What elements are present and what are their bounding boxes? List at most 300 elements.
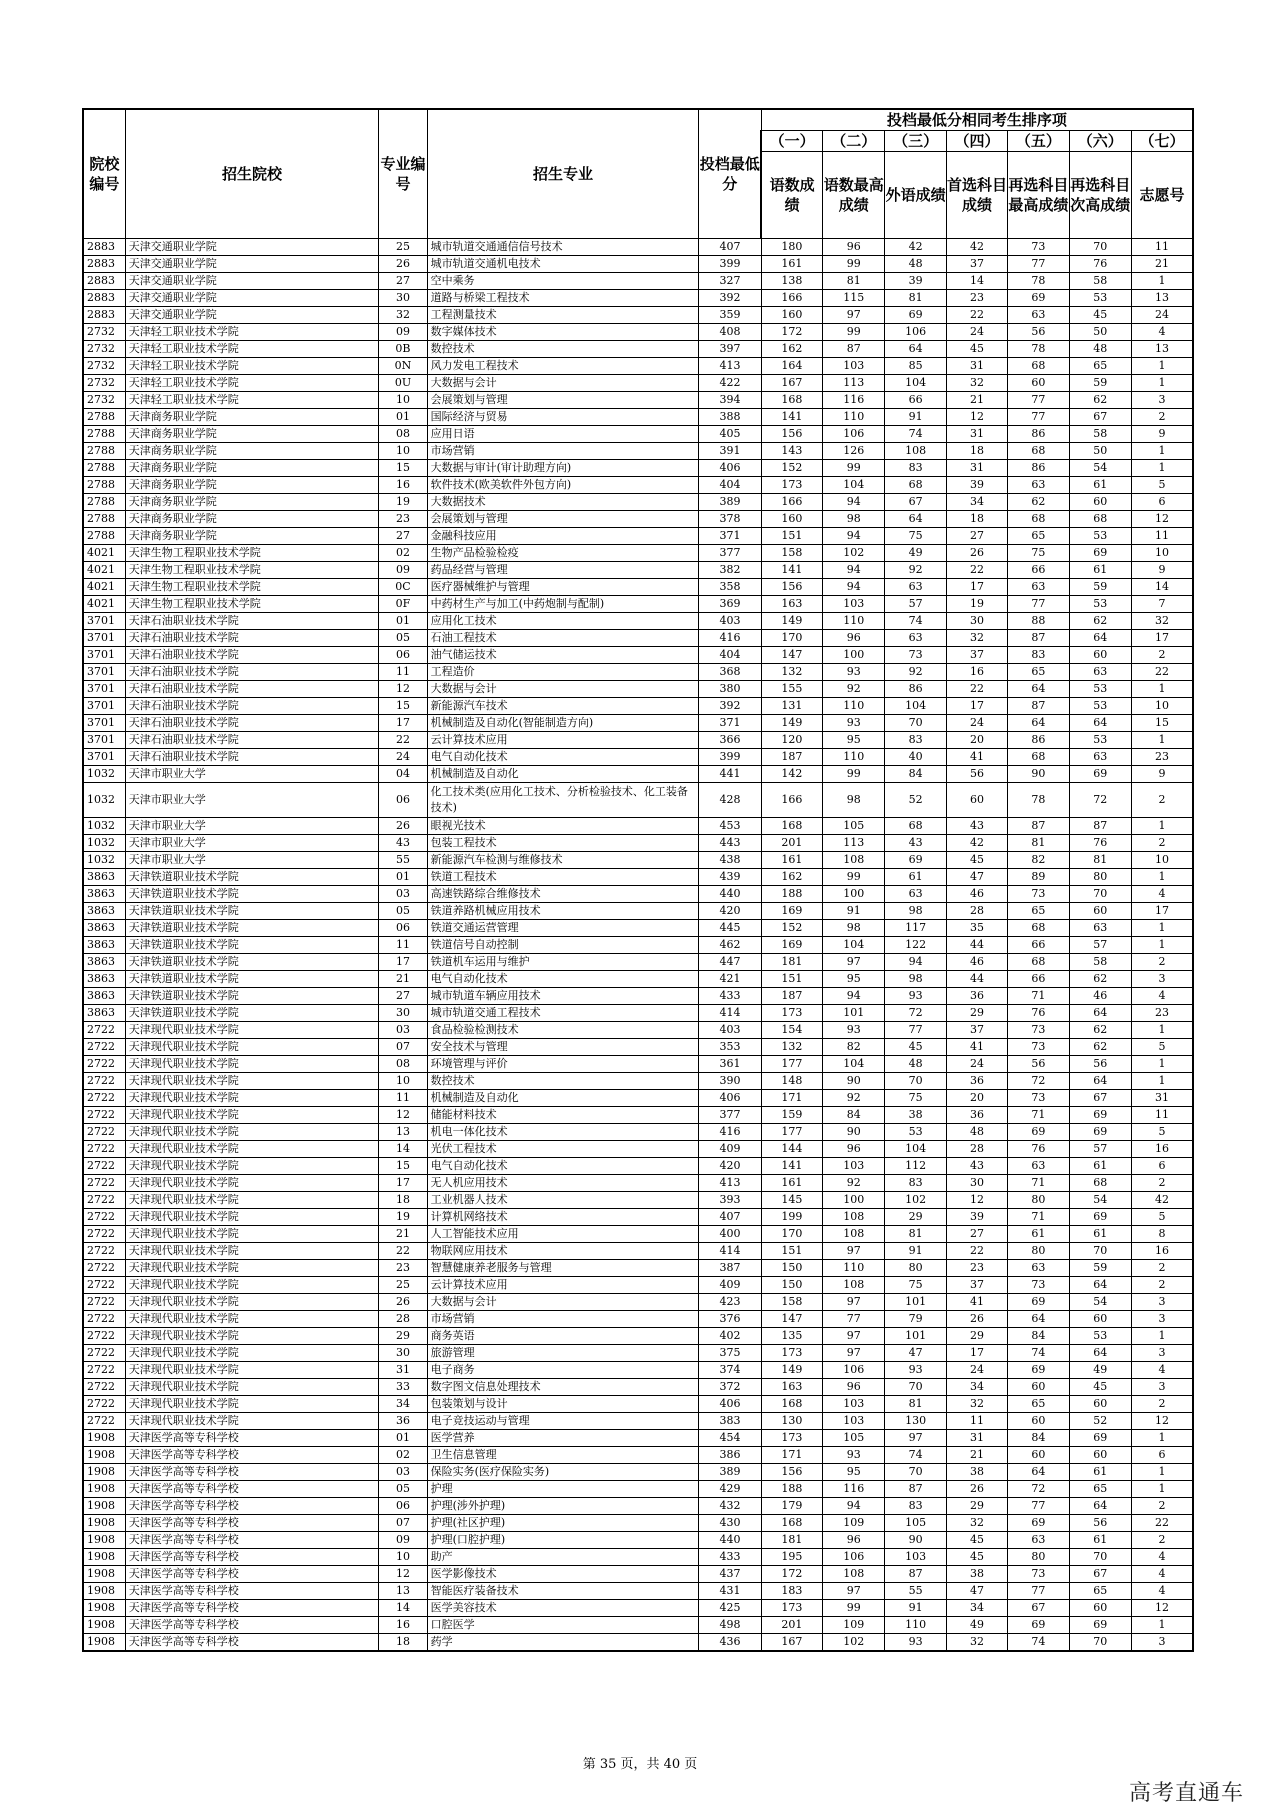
major-name-cell: 计算机网络技术: [427, 1209, 699, 1226]
elective-second-cell: 87: [1069, 818, 1131, 835]
major-name-cell: 智能医疗装备技术: [427, 1583, 699, 1600]
elective-second-cell: 69: [1069, 1209, 1131, 1226]
elective-max-cell: 83: [1008, 647, 1069, 664]
major-name-cell: 大数据技术: [427, 494, 699, 511]
school-name-cell: 天津交通职业学院: [125, 290, 379, 307]
elective-second-cell: 69: [1069, 766, 1131, 783]
first-subject-cell: 22: [946, 307, 1007, 324]
school-code-cell: 2722: [83, 1413, 125, 1430]
elective-second-cell: 50: [1069, 443, 1131, 460]
school-code-cell: 1908: [83, 1447, 125, 1464]
first-subject-cell: 45: [946, 1532, 1007, 1549]
first-subject-cell: 26: [946, 1481, 1007, 1498]
min-score-cell: 400: [699, 1226, 761, 1243]
preference-no-cell: 2: [1131, 783, 1193, 818]
major-code-cell: 23: [379, 1260, 427, 1277]
header-major: 招生专业: [427, 109, 699, 239]
header-sub-label: 外语成绩: [885, 152, 946, 239]
major-name-cell: 医学影像技术: [427, 1566, 699, 1583]
min-score-cell: 440: [699, 886, 761, 903]
chinese-math-max-cell: 113: [823, 835, 885, 852]
school-name-cell: 天津医学高等专科学校: [125, 1583, 379, 1600]
min-score-cell: 369: [699, 596, 761, 613]
chinese-math-cell: 179: [761, 1498, 822, 1515]
elective-second-cell: 58: [1069, 426, 1131, 443]
min-score-cell: 408: [699, 324, 761, 341]
min-score-cell: 440: [699, 1532, 761, 1549]
min-score-cell: 403: [699, 613, 761, 630]
school-name-cell: 天津现代职业技术学院: [125, 1362, 379, 1379]
foreign-lang-cell: 122: [885, 937, 946, 954]
foreign-lang-cell: 94: [885, 954, 946, 971]
preference-no-cell: 1: [1131, 1328, 1193, 1345]
elective-max-cell: 68: [1008, 358, 1069, 375]
chinese-math-cell: 173: [761, 1600, 822, 1617]
first-subject-cell: 24: [946, 1362, 1007, 1379]
school-code-cell: 2788: [83, 460, 125, 477]
major-name-cell: 新能源汽车检测与维修技术: [427, 852, 699, 869]
major-name-cell: 机电一体化技术: [427, 1124, 699, 1141]
min-score-cell: 414: [699, 1243, 761, 1260]
first-subject-cell: 45: [946, 852, 1007, 869]
table-row: [83, 869, 1193, 886]
foreign-lang-cell: 86: [885, 681, 946, 698]
table-row: [83, 596, 1193, 613]
first-subject-cell: 28: [946, 903, 1007, 920]
foreign-lang-cell: 75: [885, 1277, 946, 1294]
school-code-cell: 1032: [83, 835, 125, 852]
school-name-cell: 天津轻工职业技术学院: [125, 358, 379, 375]
preference-no-cell: 4: [1131, 1583, 1193, 1600]
major-code-cell: 18: [379, 1192, 427, 1209]
major-name-cell: 生物产品检验检疫: [427, 545, 699, 562]
preference-no-cell: 3: [1131, 971, 1193, 988]
preference-no-cell: 2: [1131, 1277, 1193, 1294]
school-name-cell: 天津医学高等专科学校: [125, 1498, 379, 1515]
major-code-cell: 03: [379, 1022, 427, 1039]
foreign-lang-cell: 74: [885, 613, 946, 630]
first-subject-cell: 24: [946, 715, 1007, 732]
table-row: [83, 290, 1193, 307]
major-name-cell: 食品检验检测技术: [427, 1022, 699, 1039]
school-name-cell: 天津现代职业技术学院: [125, 1158, 379, 1175]
table-row: [83, 545, 1193, 562]
school-code-cell: 2788: [83, 528, 125, 545]
table-row: [83, 1073, 1193, 1090]
foreign-lang-cell: 75: [885, 1090, 946, 1107]
preference-no-cell: 23: [1131, 749, 1193, 766]
major-code-cell: 19: [379, 1209, 427, 1226]
min-score-cell: 371: [699, 528, 761, 545]
foreign-lang-cell: 45: [885, 1039, 946, 1056]
elective-max-cell: 56: [1008, 1056, 1069, 1073]
elective-second-cell: 62: [1069, 1022, 1131, 1039]
chinese-math-max-cell: 94: [823, 528, 885, 545]
table-row: [83, 1600, 1193, 1617]
foreign-lang-cell: 103: [885, 1549, 946, 1566]
major-code-cell: 08: [379, 426, 427, 443]
school-code-cell: 1908: [83, 1549, 125, 1566]
elective-second-cell: 81: [1069, 852, 1131, 869]
min-score-cell: 439: [699, 869, 761, 886]
chinese-math-max-cell: 93: [823, 715, 885, 732]
foreign-lang-cell: 97: [885, 1430, 946, 1447]
foreign-lang-cell: 81: [885, 1396, 946, 1413]
school-code-cell: 1908: [83, 1481, 125, 1498]
min-score-cell: 392: [699, 290, 761, 307]
chinese-math-cell: 169: [761, 903, 822, 920]
chinese-math-cell: 173: [761, 477, 822, 494]
min-score-cell: 445: [699, 920, 761, 937]
elective-second-cell: 61: [1069, 1532, 1131, 1549]
min-score-cell: 382: [699, 562, 761, 579]
preference-no-cell: 15: [1131, 715, 1193, 732]
chinese-math-max-cell: 103: [823, 596, 885, 613]
chinese-math-cell: 187: [761, 988, 822, 1005]
foreign-lang-cell: 87: [885, 1481, 946, 1498]
foreign-lang-cell: 38: [885, 1107, 946, 1124]
elective-max-cell: 64: [1008, 715, 1069, 732]
foreign-lang-cell: 112: [885, 1158, 946, 1175]
elective-max-cell: 65: [1008, 664, 1069, 681]
foreign-lang-cell: 80: [885, 1260, 946, 1277]
major-code-cell: 07: [379, 1039, 427, 1056]
table-row: [83, 1634, 1193, 1652]
first-subject-cell: 42: [946, 239, 1007, 256]
foreign-lang-cell: 63: [885, 579, 946, 596]
elective-second-cell: 58: [1069, 954, 1131, 971]
school-name-cell: 天津石油职业技术学院: [125, 613, 379, 630]
chinese-math-max-cell: 109: [823, 1617, 885, 1634]
major-code-cell: 02: [379, 1447, 427, 1464]
elective-max-cell: 64: [1008, 681, 1069, 698]
first-subject-cell: 22: [946, 681, 1007, 698]
major-name-cell: 中药材生产与加工(中药炮制与配制): [427, 596, 699, 613]
school-code-cell: 2722: [83, 1056, 125, 1073]
school-name-cell: 天津市职业大学: [125, 818, 379, 835]
major-code-cell: 14: [379, 1141, 427, 1158]
major-name-cell: 智慧健康养老服务与管理: [427, 1260, 699, 1277]
school-code-cell: 2788: [83, 443, 125, 460]
preference-no-cell: 11: [1131, 239, 1193, 256]
school-name-cell: 天津市职业大学: [125, 852, 379, 869]
school-code-cell: 2722: [83, 1175, 125, 1192]
school-code-cell: 2732: [83, 341, 125, 358]
admission-table: [82, 108, 1194, 1652]
major-code-cell: 09: [379, 1532, 427, 1549]
preference-no-cell: 5: [1131, 477, 1193, 494]
major-code-cell: 21: [379, 971, 427, 988]
elective-second-cell: 69: [1069, 1107, 1131, 1124]
school-code-cell: 2883: [83, 273, 125, 290]
foreign-lang-cell: 70: [885, 715, 946, 732]
foreign-lang-cell: 77: [885, 1022, 946, 1039]
school-name-cell: 天津石油职业技术学院: [125, 681, 379, 698]
elective-max-cell: 77: [1008, 392, 1069, 409]
table-row: [83, 409, 1193, 426]
preference-no-cell: 1: [1131, 818, 1193, 835]
min-score-cell: 371: [699, 715, 761, 732]
min-score-cell: 387: [699, 1260, 761, 1277]
foreign-lang-cell: 49: [885, 545, 946, 562]
min-score-cell: 402: [699, 1328, 761, 1345]
major-code-cell: 43: [379, 835, 427, 852]
chinese-math-cell: 156: [761, 579, 822, 596]
chinese-math-max-cell: 99: [823, 460, 885, 477]
elective-max-cell: 78: [1008, 341, 1069, 358]
elective-max-cell: 72: [1008, 1073, 1069, 1090]
chinese-math-cell: 158: [761, 545, 822, 562]
chinese-math-cell: 159: [761, 1107, 822, 1124]
school-code-cell: 2722: [83, 1345, 125, 1362]
school-name-cell: 天津医学高等专科学校: [125, 1464, 379, 1481]
table-row: [83, 937, 1193, 954]
chinese-math-max-cell: 95: [823, 971, 885, 988]
elective-max-cell: 74: [1008, 1634, 1069, 1652]
first-subject-cell: 28: [946, 1141, 1007, 1158]
elective-second-cell: 60: [1069, 903, 1131, 920]
foreign-lang-cell: 90: [885, 1532, 946, 1549]
chinese-math-cell: 150: [761, 1277, 822, 1294]
first-subject-cell: 31: [946, 358, 1007, 375]
elective-second-cell: 53: [1069, 1328, 1131, 1345]
min-score-cell: 428: [699, 783, 761, 818]
major-name-cell: 国际经济与贸易: [427, 409, 699, 426]
table-row: [83, 1277, 1193, 1294]
table-row: [83, 1243, 1193, 1260]
first-subject-cell: 42: [946, 835, 1007, 852]
school-code-cell: 2788: [83, 477, 125, 494]
major-name-cell: 电气自动化技术: [427, 749, 699, 766]
watermark: 高考直通车: [1128, 1781, 1244, 1806]
table-row: [83, 1379, 1193, 1396]
chinese-math-max-cell: 91: [823, 903, 885, 920]
major-code-cell: 01: [379, 869, 427, 886]
foreign-lang-cell: 91: [885, 1243, 946, 1260]
foreign-lang-cell: 63: [885, 630, 946, 647]
min-score-cell: 377: [699, 1107, 761, 1124]
table-row: [83, 375, 1193, 392]
chinese-math-cell: 199: [761, 1209, 822, 1226]
foreign-lang-cell: 84: [885, 766, 946, 783]
major-name-cell: 储能材料技术: [427, 1107, 699, 1124]
min-score-cell: 425: [699, 1600, 761, 1617]
major-name-cell: 大数据与会计: [427, 375, 699, 392]
preference-no-cell: 2: [1131, 1175, 1193, 1192]
chinese-math-max-cell: 92: [823, 1090, 885, 1107]
major-name-cell: 高速铁路综合维修技术: [427, 886, 699, 903]
elective-max-cell: 71: [1008, 988, 1069, 1005]
first-subject-cell: 39: [946, 477, 1007, 494]
foreign-lang-cell: 81: [885, 290, 946, 307]
elective-max-cell: 78: [1008, 273, 1069, 290]
min-score-cell: 404: [699, 477, 761, 494]
foreign-lang-cell: 73: [885, 647, 946, 664]
major-name-cell: 医学美容技术: [427, 1600, 699, 1617]
elective-second-cell: 64: [1069, 1345, 1131, 1362]
first-subject-cell: 49: [946, 1617, 1007, 1634]
first-subject-cell: 27: [946, 1226, 1007, 1243]
table-row: [83, 1294, 1193, 1311]
min-score-cell: 393: [699, 1192, 761, 1209]
first-subject-cell: 18: [946, 511, 1007, 528]
major-name-cell: 电子竞技运动与管理: [427, 1413, 699, 1430]
elective-max-cell: 87: [1008, 630, 1069, 647]
elective-max-cell: 63: [1008, 1158, 1069, 1175]
major-code-cell: 07: [379, 1515, 427, 1532]
school-code-cell: 3701: [83, 698, 125, 715]
min-score-cell: 366: [699, 732, 761, 749]
min-score-cell: 394: [699, 392, 761, 409]
major-code-cell: 08: [379, 1056, 427, 1073]
first-subject-cell: 23: [946, 1260, 1007, 1277]
table-row: [83, 1413, 1193, 1430]
elective-max-cell: 68: [1008, 954, 1069, 971]
first-subject-cell: 11: [946, 1413, 1007, 1430]
school-name-cell: 天津交通职业学院: [125, 256, 379, 273]
preference-no-cell: 4: [1131, 988, 1193, 1005]
school-name-cell: 天津现代职业技术学院: [125, 1022, 379, 1039]
first-subject-cell: 37: [946, 1277, 1007, 1294]
major-code-cell: 26: [379, 256, 427, 273]
chinese-math-cell: 164: [761, 358, 822, 375]
min-score-cell: 399: [699, 749, 761, 766]
elective-second-cell: 64: [1069, 1073, 1131, 1090]
chinese-math-max-cell: 96: [823, 1532, 885, 1549]
elective-max-cell: 63: [1008, 307, 1069, 324]
school-name-cell: 天津现代职业技术学院: [125, 1396, 379, 1413]
school-name-cell: 天津医学高等专科学校: [125, 1617, 379, 1634]
table-row: [83, 1192, 1193, 1209]
chinese-math-cell: 162: [761, 341, 822, 358]
school-code-cell: 4021: [83, 545, 125, 562]
table-row: [83, 903, 1193, 920]
preference-no-cell: 2: [1131, 409, 1193, 426]
first-subject-cell: 47: [946, 869, 1007, 886]
min-score-cell: 436: [699, 1634, 761, 1652]
major-name-cell: 软件技术(欧美软件外包方向): [427, 477, 699, 494]
min-score-cell: 407: [699, 239, 761, 256]
elective-max-cell: 71: [1008, 1107, 1069, 1124]
chinese-math-cell: 167: [761, 375, 822, 392]
min-score-cell: 441: [699, 766, 761, 783]
foreign-lang-cell: 79: [885, 1311, 946, 1328]
min-score-cell: 407: [699, 1209, 761, 1226]
elective-max-cell: 81: [1008, 835, 1069, 852]
min-score-cell: 376: [699, 1311, 761, 1328]
chinese-math-max-cell: 84: [823, 1107, 885, 1124]
school-name-cell: 天津铁道职业技术学院: [125, 937, 379, 954]
min-score-cell: 361: [699, 1056, 761, 1073]
chinese-math-cell: 145: [761, 1192, 822, 1209]
header-school: 招生院校: [125, 109, 379, 239]
elective-max-cell: 64: [1008, 1311, 1069, 1328]
major-name-cell: 数控技术: [427, 1073, 699, 1090]
elective-max-cell: 86: [1008, 426, 1069, 443]
chinese-math-max-cell: 96: [823, 239, 885, 256]
min-score-cell: 397: [699, 341, 761, 358]
major-code-cell: 10: [379, 443, 427, 460]
school-code-cell: 1908: [83, 1634, 125, 1652]
foreign-lang-cell: 87: [885, 1566, 946, 1583]
first-subject-cell: 37: [946, 1022, 1007, 1039]
first-subject-cell: 23: [946, 290, 1007, 307]
table-row: [83, 681, 1193, 698]
first-subject-cell: 20: [946, 732, 1007, 749]
elective-max-cell: 68: [1008, 920, 1069, 937]
first-subject-cell: 31: [946, 426, 1007, 443]
first-subject-cell: 34: [946, 494, 1007, 511]
chinese-math-cell: 150: [761, 1260, 822, 1277]
table-row: [83, 1515, 1193, 1532]
chinese-math-max-cell: 93: [823, 664, 885, 681]
major-code-cell: 16: [379, 477, 427, 494]
chinese-math-cell: 132: [761, 1039, 822, 1056]
major-code-cell: 22: [379, 1243, 427, 1260]
foreign-lang-cell: 68: [885, 477, 946, 494]
chinese-math-max-cell: 100: [823, 886, 885, 903]
preference-no-cell: 2: [1131, 647, 1193, 664]
school-name-cell: 天津现代职业技术学院: [125, 1243, 379, 1260]
major-name-cell: 化工技术类(应用化工技术、分析检验技术、化工装备技术): [427, 783, 699, 818]
school-code-cell: 2722: [83, 1107, 125, 1124]
foreign-lang-cell: 66: [885, 392, 946, 409]
major-code-cell: 15: [379, 1158, 427, 1175]
chinese-math-max-cell: 113: [823, 375, 885, 392]
elective-second-cell: 62: [1069, 392, 1131, 409]
school-name-cell: 天津医学高等专科学校: [125, 1447, 379, 1464]
chinese-math-max-cell: 104: [823, 1056, 885, 1073]
school-code-cell: 2788: [83, 409, 125, 426]
preference-no-cell: 5: [1131, 1039, 1193, 1056]
first-subject-cell: 32: [946, 375, 1007, 392]
major-code-cell: 27: [379, 528, 427, 545]
min-score-cell: 430: [699, 1515, 761, 1532]
school-code-cell: 3701: [83, 732, 125, 749]
major-code-cell: 30: [379, 1005, 427, 1022]
chinese-math-cell: 130: [761, 1413, 822, 1430]
elective-second-cell: 67: [1069, 1566, 1131, 1583]
major-code-cell: 17: [379, 1175, 427, 1192]
school-code-cell: 3863: [83, 869, 125, 886]
elective-max-cell: 72: [1008, 1481, 1069, 1498]
foreign-lang-cell: 52: [885, 783, 946, 818]
chinese-math-cell: 141: [761, 1158, 822, 1175]
school-name-cell: 天津生物工程职业技术学院: [125, 579, 379, 596]
table-row: [83, 818, 1193, 835]
major-name-cell: 药学: [427, 1634, 699, 1652]
preference-no-cell: 1: [1131, 443, 1193, 460]
chinese-math-max-cell: 94: [823, 1498, 885, 1515]
table-row: [83, 715, 1193, 732]
first-subject-cell: 16: [946, 664, 1007, 681]
school-code-cell: 2883: [83, 290, 125, 307]
elective-second-cell: 72: [1069, 783, 1131, 818]
major-name-cell: 工程测量技术: [427, 307, 699, 324]
chinese-math-max-cell: 108: [823, 1277, 885, 1294]
preference-no-cell: 4: [1131, 886, 1193, 903]
chinese-math-cell: 166: [761, 290, 822, 307]
chinese-math-cell: 201: [761, 835, 822, 852]
chinese-math-max-cell: 82: [823, 1039, 885, 1056]
foreign-lang-cell: 72: [885, 1005, 946, 1022]
preference-no-cell: 42: [1131, 1192, 1193, 1209]
elective-second-cell: 62: [1069, 971, 1131, 988]
first-subject-cell: 38: [946, 1464, 1007, 1481]
min-score-cell: 429: [699, 1481, 761, 1498]
major-name-cell: 铁道交通运营管理: [427, 920, 699, 937]
preference-no-cell: 21: [1131, 256, 1193, 273]
